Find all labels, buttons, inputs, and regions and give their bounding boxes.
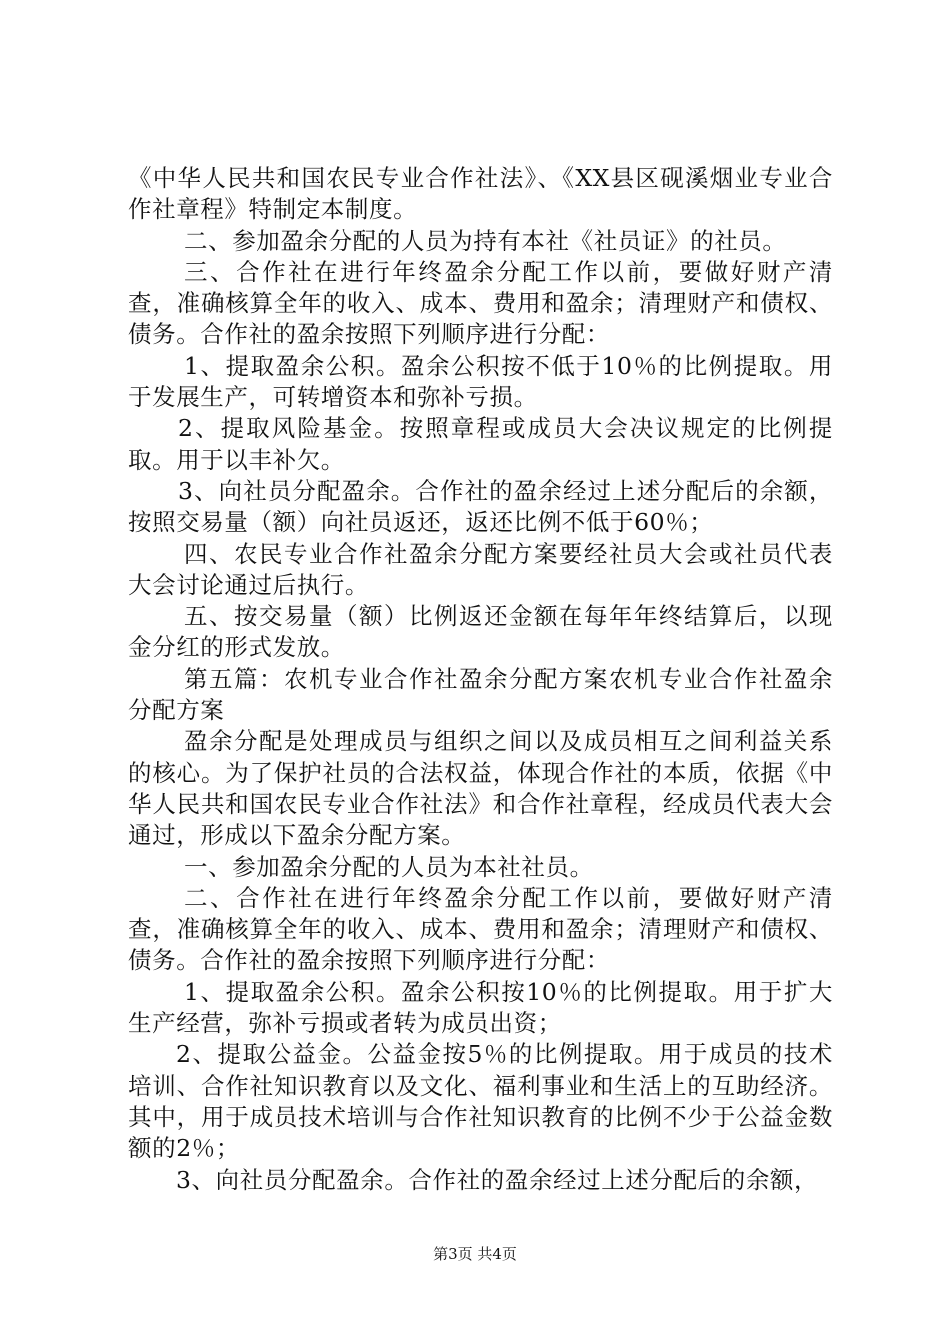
section-heading: 第五篇：农机专业合作社盈余分配方案农机专业合作社盈余分配方案 bbox=[128, 664, 833, 725]
paragraph-1: 《中华人民共和国农民专业合作社法》、《XX县区砚溪烟业专业合作社章程》特制定本制度。 bbox=[128, 164, 833, 224]
paragraph-8: 五、按交易量（额）比例返还金额在每年年终结算后，以现金分红的形式发放。 bbox=[128, 602, 833, 662]
paragraph-7: 四、农民专业合作社盈余分配方案要经社员大会或社员代表大会讨论通过后执行。 bbox=[128, 539, 833, 599]
paragraph-11: 一、参加盈余分配的人员为本社社员。 bbox=[184, 852, 594, 881]
paragraph-13: 1、提取盈余公积。盈余公积按10％的比例提取。用于扩大生产经营，弥补亏损或者转为成员出资； bbox=[128, 977, 833, 1038]
paragraph-4: 1、提取盈余公积。盈余公积按不低于10％的比例提取。用于发展生产，可转增资本和弥补亏损。 bbox=[128, 351, 833, 412]
paragraph-10: 盈余分配是处理成员与组织之间以及成员相互之间利益关系的核心。为了保护社员的合法权益，体现合作社的本质，依据《中华人民共和国农民专业合作社法》和合作社章程，经成员代表大会通过，形成以下盈余分配方案。 bbox=[128, 727, 833, 850]
page-number: 第3页 共4页 bbox=[433, 1245, 517, 1263]
paragraph-6: 3、向社员分配盈余。合作社的盈余经过上述分配后的余额，按照交易量（额）向社员返还，返还比例不低于60％； bbox=[128, 476, 833, 537]
paragraph-15: 3、向社员分配盈余。合作社的盈余经过上述分配后的余额， bbox=[176, 1165, 819, 1194]
paragraph-2: 二、参加盈余分配的人员为持有本社《社员证》的社员。 bbox=[184, 226, 787, 255]
paragraph-12: 二、合作社在进行年终盈余分配工作以前，要做好财产清查，准确核算全年的收入、成本、费用和盈余；清理财产和债权、债务。合作社的盈余按照下列顺序进行分配： bbox=[128, 883, 833, 975]
document-body bbox=[128, 163, 833, 1196]
paragraph-5: 2、提取风险基金。按照章程或成员大会决议规定的比例提取。用于以丰补欠。 bbox=[128, 414, 833, 474]
paragraph-14: 2、提取公益金。公益金按5％的比例提取。用于成员的技术培训、合作社知识教育以及文化、福利事业和生活上的互助经济。其中，用于成员技术培训与合作社知识教育的比例不少于公益金数额的2％； bbox=[128, 1040, 833, 1163]
paragraph-3: 三、合作社在进行年终盈余分配工作以前，要做好财产清查，准确核算全年的收入、成本、费用和盈余；清理财产和债权、债务。合作社的盈余按照下列顺序进行分配： bbox=[128, 257, 833, 349]
